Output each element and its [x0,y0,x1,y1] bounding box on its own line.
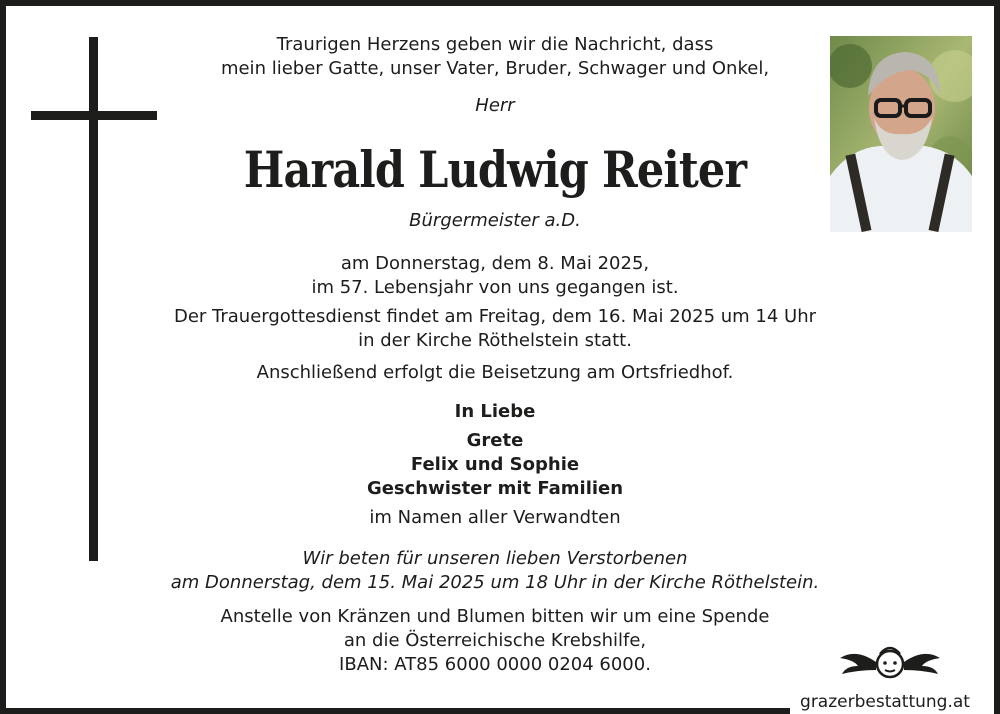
deceased-name: Harald Ludwig Reiter [243,140,747,199]
deceased-title-block [150,209,840,233]
service-line: Der Trauergottesdienst findet am Freitag, dem 16. Mai 2025 um 14 Uhr [173,306,817,327]
mourners-block [150,400,840,530]
border-bottom [0,708,790,714]
intro-line: mein lieber Gatte, unser Vater, Bruder, Schwager und Onkel, [220,58,770,79]
service-info [150,305,840,353]
donation-line: Anstelle von Kränzen und Blumen bitten wir um eine Spende [220,606,770,627]
death-line: im 57. Lebensjahr von uns gegangen ist. [311,277,679,298]
border-top [0,0,1000,6]
donation-info [150,605,840,677]
intro-text [150,33,840,81]
mourners-lead: In Liebe [454,401,536,422]
border-left [0,0,6,714]
burial-line: Anschließend erfolgt die Beisetzung am Ortsfriedhof. [256,362,734,383]
prayer-info [150,547,840,595]
burial-info [150,361,840,385]
prayer-line: Wir beten für unseren lieben Verstorbenen [302,548,688,569]
mourner-name: Felix und Sophie [410,454,580,475]
cross-horizontal-bar [31,111,157,120]
border-right [994,0,1000,714]
salutation-text: Herr [475,95,515,116]
donation-line: IBAN: AT85 6000 0000 0204 6000. [339,654,651,675]
mourner-name: Geschwister mit Familien [366,478,624,499]
death-line: am Donnerstag, dem 8. Mai 2025, [340,253,650,274]
portrait-photo [830,36,972,232]
intro-line: Traurigen Herzens geben wir die Nachricht, dass [276,34,714,55]
death-info [150,252,840,300]
deceased-name-block [150,140,840,200]
mourners-closing: im Namen aller Verwandten [369,507,621,528]
deceased-title: Bürgermeister a.D. [409,210,581,231]
funeral-home-logo-text: grazerbestattung.at [800,692,970,712]
salutation [150,94,840,118]
service-line: in der Kirche Röthelstein statt. [358,330,632,351]
prayer-line: am Donnerstag, dem 15. Mai 2025 um 18 Uhr in der Kirche Röthelstein. [170,572,820,593]
donation-line: an die Österreichische Krebshilfe, [343,630,647,651]
mourner-name: Grete [466,430,524,451]
